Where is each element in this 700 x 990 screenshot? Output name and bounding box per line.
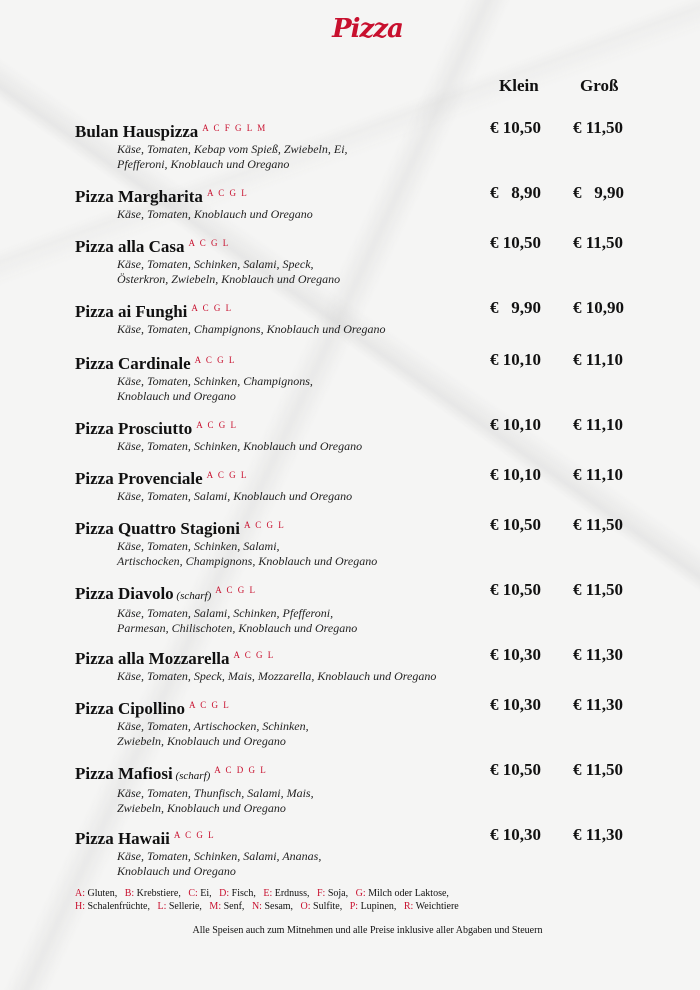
item-name xyxy=(75,760,645,786)
allergen-codes: A C G L xyxy=(188,238,230,248)
price-large: € 11,10 xyxy=(573,350,624,369)
item-name-text: Pizza Prosciutto xyxy=(75,419,193,438)
legend-code: L: xyxy=(157,901,169,912)
item-description xyxy=(117,142,645,172)
description-line: Käse, Tomaten, Artischocken, Schinken, xyxy=(117,719,309,733)
allergen-codes: A C G L xyxy=(206,188,249,198)
price-small: € 10,50 xyxy=(490,580,541,599)
price-small: € 10,10 xyxy=(490,465,541,484)
allergen-codes: A C G L xyxy=(194,355,236,365)
footnote: Alle Speisen auch zum Mitnehmen und alle Preise inklusive aller Abgaben und Steuern xyxy=(192,925,543,936)
item-name xyxy=(75,515,645,539)
legend-code: D: xyxy=(219,888,232,899)
column-header-small: Klein xyxy=(499,76,539,95)
menu-item xyxy=(75,580,645,636)
item-name-text: Pizza Diavolo xyxy=(75,584,174,603)
description-line: Zwiebeln, Knoblauch und Oregano xyxy=(117,734,286,748)
legend-code: F: xyxy=(316,888,328,899)
allergen-codes: A C G L xyxy=(206,470,248,480)
price-small: € 10,30 xyxy=(490,645,541,664)
item-name xyxy=(75,118,645,142)
item-name-text: Pizza Provenciale xyxy=(75,469,203,488)
item-description xyxy=(117,374,645,404)
item-description xyxy=(117,439,645,454)
price-small: € 10,10 xyxy=(490,415,541,434)
legend-line xyxy=(75,900,635,913)
menu-item xyxy=(75,350,645,404)
allergen-codes: A C G L xyxy=(196,420,238,430)
price-large: € 11,30 xyxy=(573,645,624,664)
legend-text: Milch oder Laktose, xyxy=(368,888,449,899)
price-large: € 10,90 xyxy=(573,298,624,317)
legend-code: G: xyxy=(355,888,369,899)
price-large: € 11,30 xyxy=(573,695,624,714)
item-note: (scharf) xyxy=(172,770,211,782)
menu-item xyxy=(75,515,645,569)
legend-line xyxy=(75,887,635,900)
description-line: Käse, Tomaten, Kebap vom Spieß, Zwiebeln, Ei, xyxy=(117,142,348,156)
item-name xyxy=(75,415,645,439)
price-small: € 8,90 xyxy=(490,183,541,202)
item-description xyxy=(117,849,645,879)
price-small: € 9,90 xyxy=(490,298,541,317)
price-small: € 10,50 xyxy=(490,118,541,137)
item-name-text: Pizza Mafiosi xyxy=(75,764,173,783)
item-name xyxy=(75,645,645,669)
allergen-codes: A C G L xyxy=(233,650,275,660)
item-description xyxy=(117,489,645,504)
legend-code: O: xyxy=(300,901,314,912)
price-small: € 10,50 xyxy=(490,233,541,252)
column-header-large: Groß xyxy=(580,76,619,95)
legend-text: Sulfite, xyxy=(313,901,350,912)
item-name xyxy=(75,183,645,207)
legend-text: Gluten, xyxy=(87,888,125,899)
item-name-text: Bulan Hauspizza xyxy=(75,122,199,141)
legend-text: Soja, xyxy=(327,888,356,899)
price-large: € 11,50 xyxy=(573,760,624,779)
item-description xyxy=(117,719,645,749)
description-line: Käse, Tomaten, Schinken, Salami, Ananas, xyxy=(117,849,322,863)
legend-text: Ei, xyxy=(200,888,220,899)
legend-text: Fisch, xyxy=(231,888,264,899)
allergen-codes: A C G L xyxy=(173,830,216,840)
price-small: € 10,10 xyxy=(490,350,541,369)
allergen-codes: A C F G L M xyxy=(202,123,267,133)
price-large: € 11,50 xyxy=(573,515,624,534)
description-line: Käse, Tomaten, Salami, Schinken, Pfefferoni, xyxy=(117,606,334,620)
menu-item xyxy=(75,415,645,454)
legend-text: Weichtiere xyxy=(415,901,459,912)
allergen-codes: A C D G L xyxy=(214,765,268,775)
legend-text: Sellerie, xyxy=(168,901,210,912)
allergen-codes: A C G L xyxy=(243,520,286,530)
description-line: Parmesan, Chilischoten, Knoblauch und Oregano xyxy=(117,621,358,635)
description-line: Käse, Tomaten, Schinken, Salami, xyxy=(117,539,280,553)
legend-code: B: xyxy=(124,888,137,899)
price-large: € 11,10 xyxy=(573,415,624,434)
item-description xyxy=(117,606,645,636)
price-large: € 11,10 xyxy=(573,465,624,484)
description-line: Käse, Tomaten, Knoblauch und Oregano xyxy=(117,207,313,221)
price-large: € 11,50 xyxy=(573,233,624,252)
description-line: Pfefferoni, Knoblauch und Oregano xyxy=(117,157,290,171)
description-line: Zwiebeln, Knoblauch und Oregano xyxy=(117,801,286,815)
description-line: Käse, Tomaten, Schinken, Champignons, xyxy=(117,374,313,388)
allergen-codes: A C G L xyxy=(215,585,257,595)
legend-code: E: xyxy=(263,888,275,899)
legend-text: Erdnuss, xyxy=(274,888,317,899)
item-name xyxy=(75,298,645,322)
description-line: Artischocken, Champignons, Knoblauch und Oregano xyxy=(117,554,378,568)
description-line: Käse, Tomaten, Champignons, Knoblauch und Oregano xyxy=(117,322,386,336)
legend-text: Senf, xyxy=(223,901,252,912)
item-description xyxy=(117,207,645,222)
menu-item xyxy=(75,760,645,816)
item-name xyxy=(75,465,645,489)
item-name-text: Pizza alla Mozzarella xyxy=(75,649,230,668)
description-line: Käse, Tomaten, Salami, Knoblauch und Oregano xyxy=(117,489,353,503)
page-title: Pizza xyxy=(332,14,403,44)
item-name-text: Pizza ai Funghi xyxy=(75,302,188,321)
description-line: Knoblauch und Oregano xyxy=(117,864,236,878)
legend-text: Schalenfrüchte, xyxy=(87,901,158,912)
price-large: € 11,50 xyxy=(573,580,624,599)
legend-code: H: xyxy=(75,901,88,912)
description-line: Käse, Tomaten, Schinken, Knoblauch und Oregano xyxy=(117,439,363,453)
menu-item xyxy=(75,465,645,504)
menu-item xyxy=(75,233,645,287)
menu-item xyxy=(75,695,645,749)
allergen-legend xyxy=(75,887,635,913)
price-small: € 10,50 xyxy=(490,760,541,779)
item-description xyxy=(117,669,645,684)
item-name xyxy=(75,695,645,719)
legend-code: A: xyxy=(75,888,88,899)
item-note: (scharf) xyxy=(173,590,212,602)
price-large: € 9,90 xyxy=(573,183,624,202)
item-description xyxy=(117,786,645,816)
allergen-codes: A C G L xyxy=(189,700,231,710)
item-description xyxy=(117,257,645,287)
allergen-codes: A C G L xyxy=(191,303,233,313)
description-line: Käse, Tomaten, Schinken, Salami, Speck, xyxy=(117,257,314,271)
legend-text: Lupinen, xyxy=(360,901,404,912)
description-line: Österkron, Zwiebeln, Knoblauch und Oregano xyxy=(117,272,341,286)
item-name-text: Pizza Cardinale xyxy=(75,354,191,373)
legend-text: Sesam, xyxy=(264,901,301,912)
item-name-text: Pizza alla Casa xyxy=(75,237,185,256)
description-line: Knoblauch und Oregano xyxy=(117,389,236,403)
legend-code: C: xyxy=(188,888,201,899)
item-name xyxy=(75,825,645,849)
description-line: Käse, Tomaten, Speck, Mais, Mozzarella, Knoblauch und Oregano xyxy=(117,669,437,683)
item-name xyxy=(75,350,645,374)
item-description xyxy=(117,322,645,337)
legend-code: R: xyxy=(403,901,416,912)
menu-item xyxy=(75,645,645,684)
price-small: € 10,30 xyxy=(490,695,541,714)
menu-item xyxy=(75,183,645,222)
item-name-text: Pizza Margharita xyxy=(75,187,203,206)
menu-item xyxy=(75,118,645,172)
item-name-text: Pizza Cipollino xyxy=(75,699,186,718)
menu-item xyxy=(75,298,645,337)
legend-text: Krebstiere, xyxy=(136,888,189,899)
item-description xyxy=(117,539,645,569)
item-name xyxy=(75,580,645,606)
description-line: Käse, Tomaten, Thunfisch, Salami, Mais, xyxy=(117,786,314,800)
item-name-text: Pizza Quattro Stagioni xyxy=(75,519,240,538)
item-name xyxy=(75,233,645,257)
legend-code: N: xyxy=(251,901,265,912)
item-name-text: Pizza Hawaii xyxy=(75,829,170,848)
menu-item xyxy=(75,825,645,879)
price-large: € 11,50 xyxy=(573,118,624,137)
legend-code: M: xyxy=(209,901,224,912)
legend-code: P: xyxy=(349,901,361,912)
price-large: € 11,30 xyxy=(573,825,624,844)
price-small: € 10,50 xyxy=(490,515,541,534)
price-small: € 10,30 xyxy=(490,825,541,844)
